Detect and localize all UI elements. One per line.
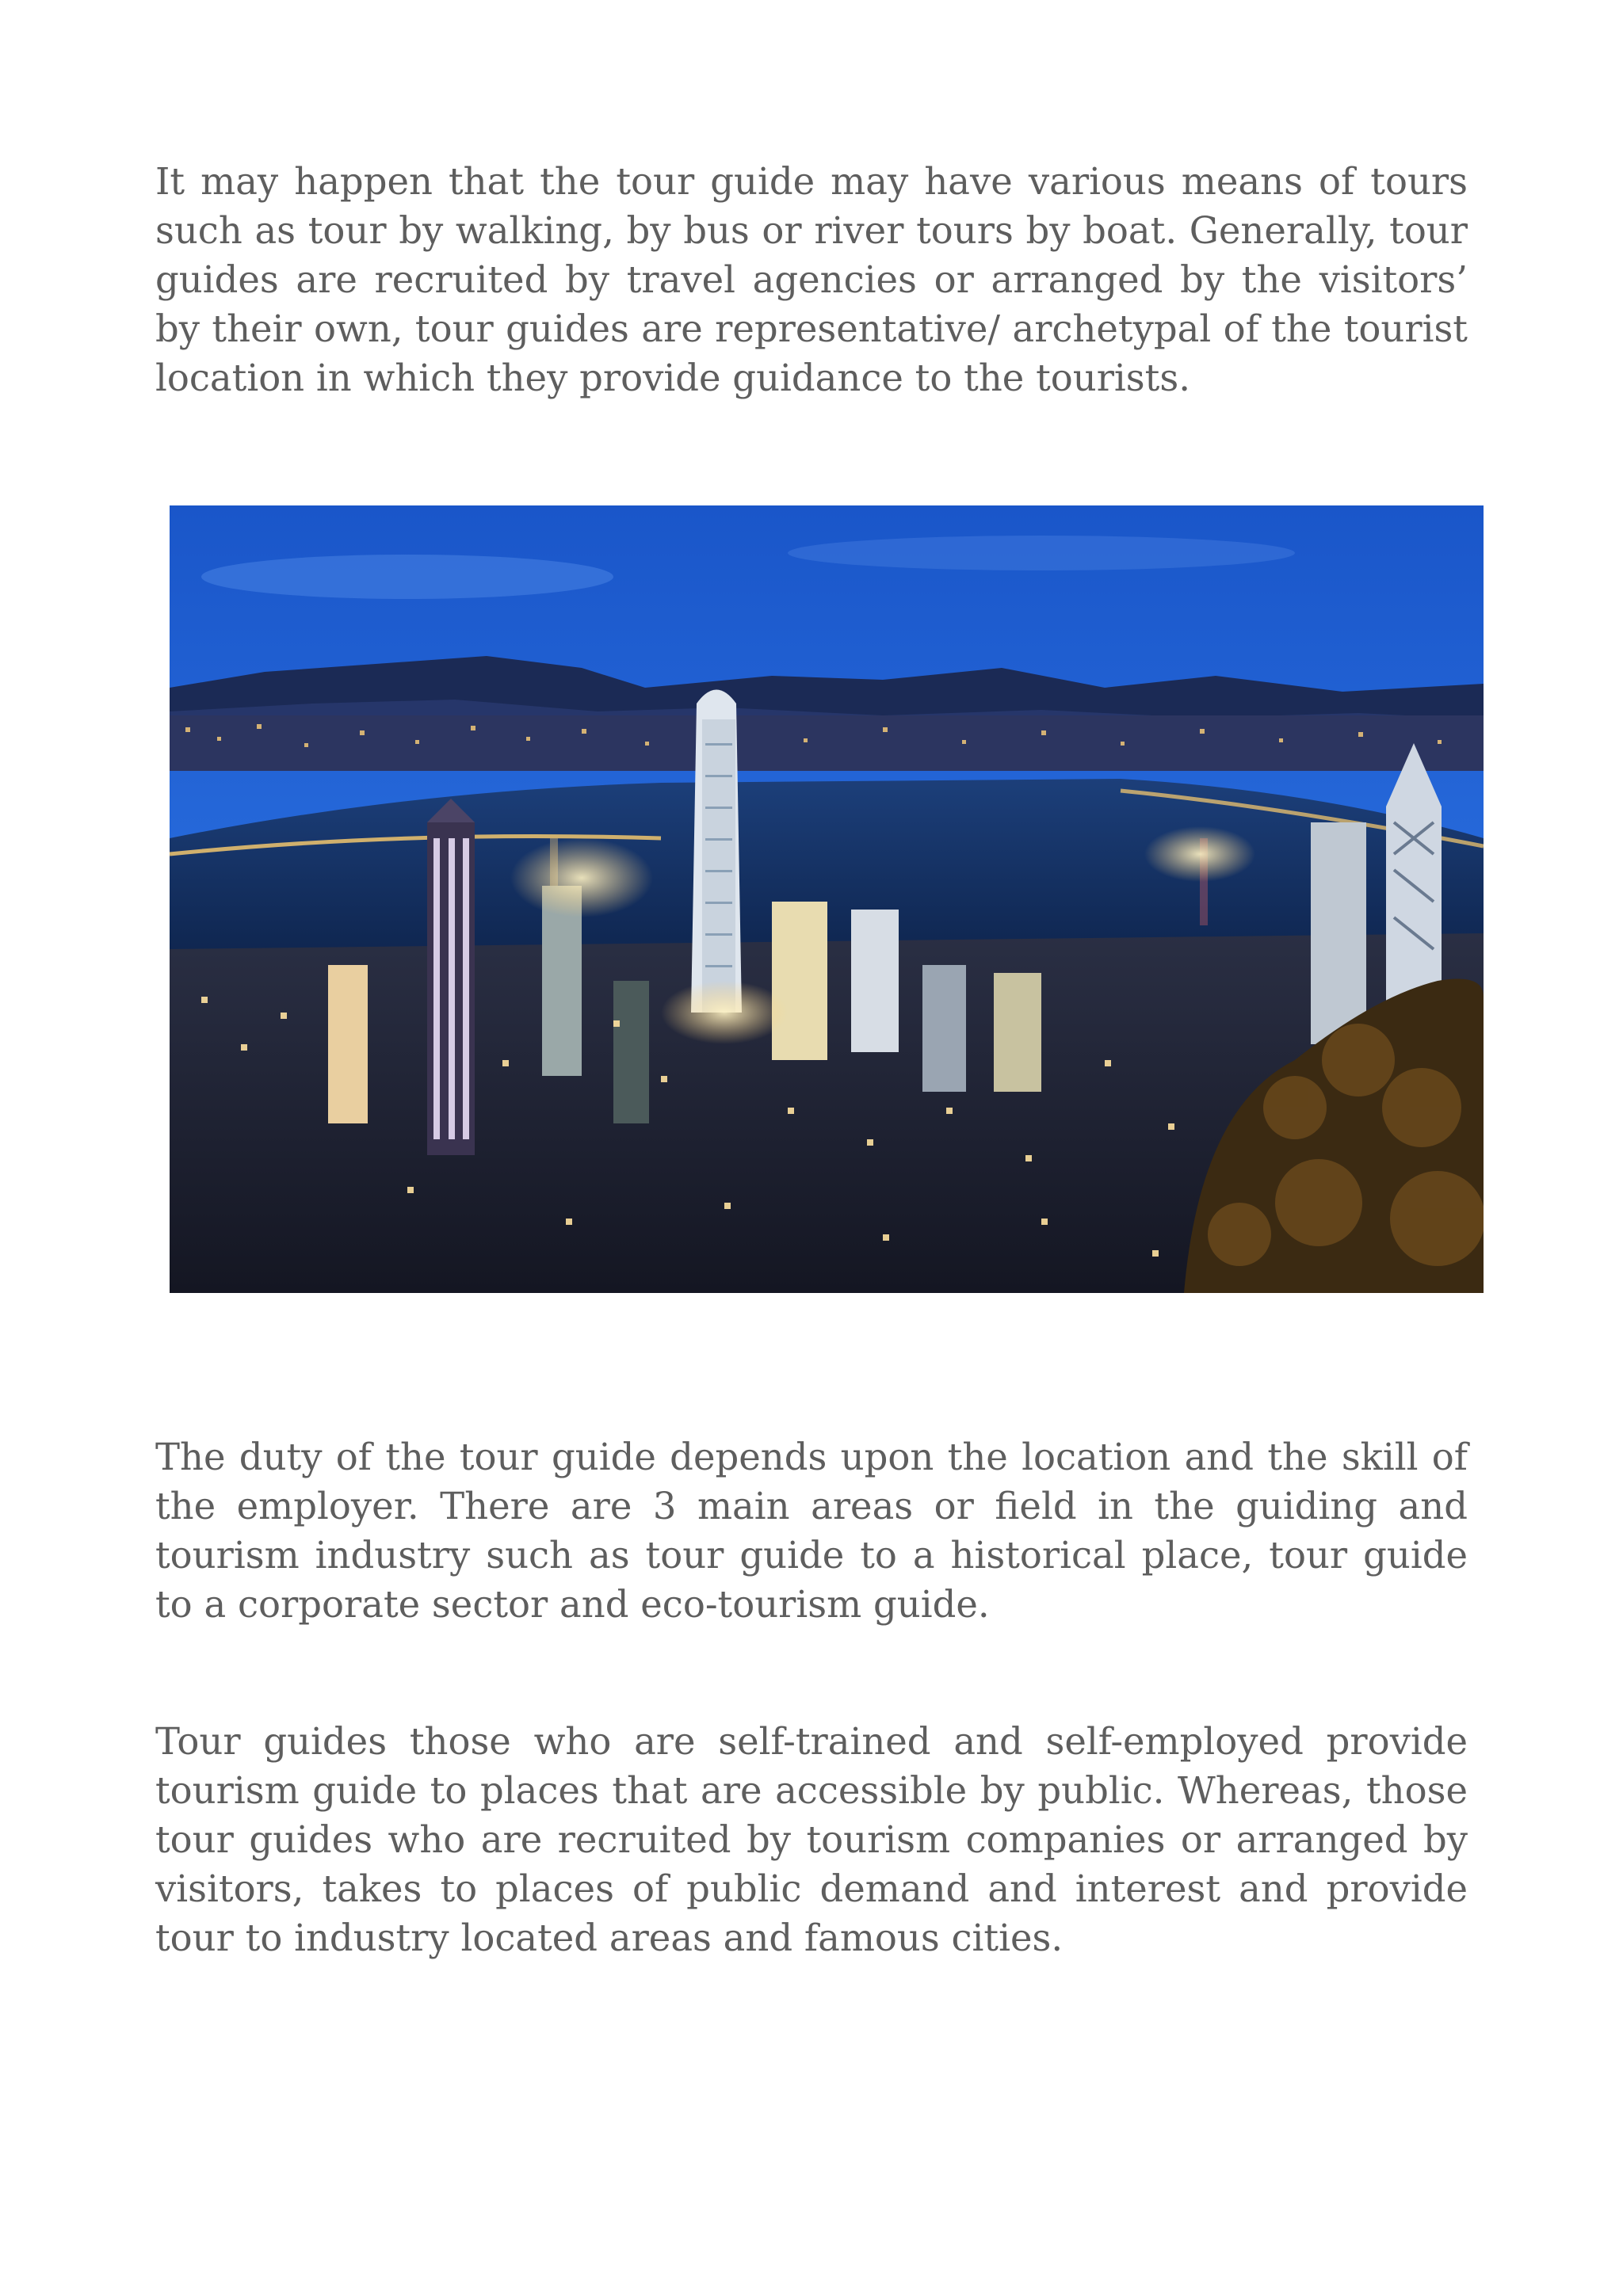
paragraph-self-trained-guides: Tour guides those who are self-trained and self-employed provide tourism guide to places that are accessible by public. Whereas, those tour guides who are recruited by tourism companies or arranged by visitors, takes to places of public demand and interest and provide tour to industry located areas and famous cities. xyxy=(155,1720,1468,1959)
skyline-image-icon xyxy=(170,505,1484,1293)
city-skyline-night-photo xyxy=(170,505,1484,1293)
paragraph-duty-of-guide: The duty of the tour guide depends upon the location and the skill of the employer. There are 3 main areas or field in the guiding and tourism industry such as tour guide to a historical place, tour guide to a corporate sector and eco-tourism guide. xyxy=(155,1436,1468,1626)
paragraph-tour-guide-means: It may happen that the tour guide may have various means of tours such as tour by walking, by bus or river tours by boat. Generally, tour guides are recruited by travel agencies or arranged by the visitors’ by their own, tour guides are representative/ archetypal of the tourist location in which they provide guidance to the tourists. xyxy=(155,160,1468,399)
